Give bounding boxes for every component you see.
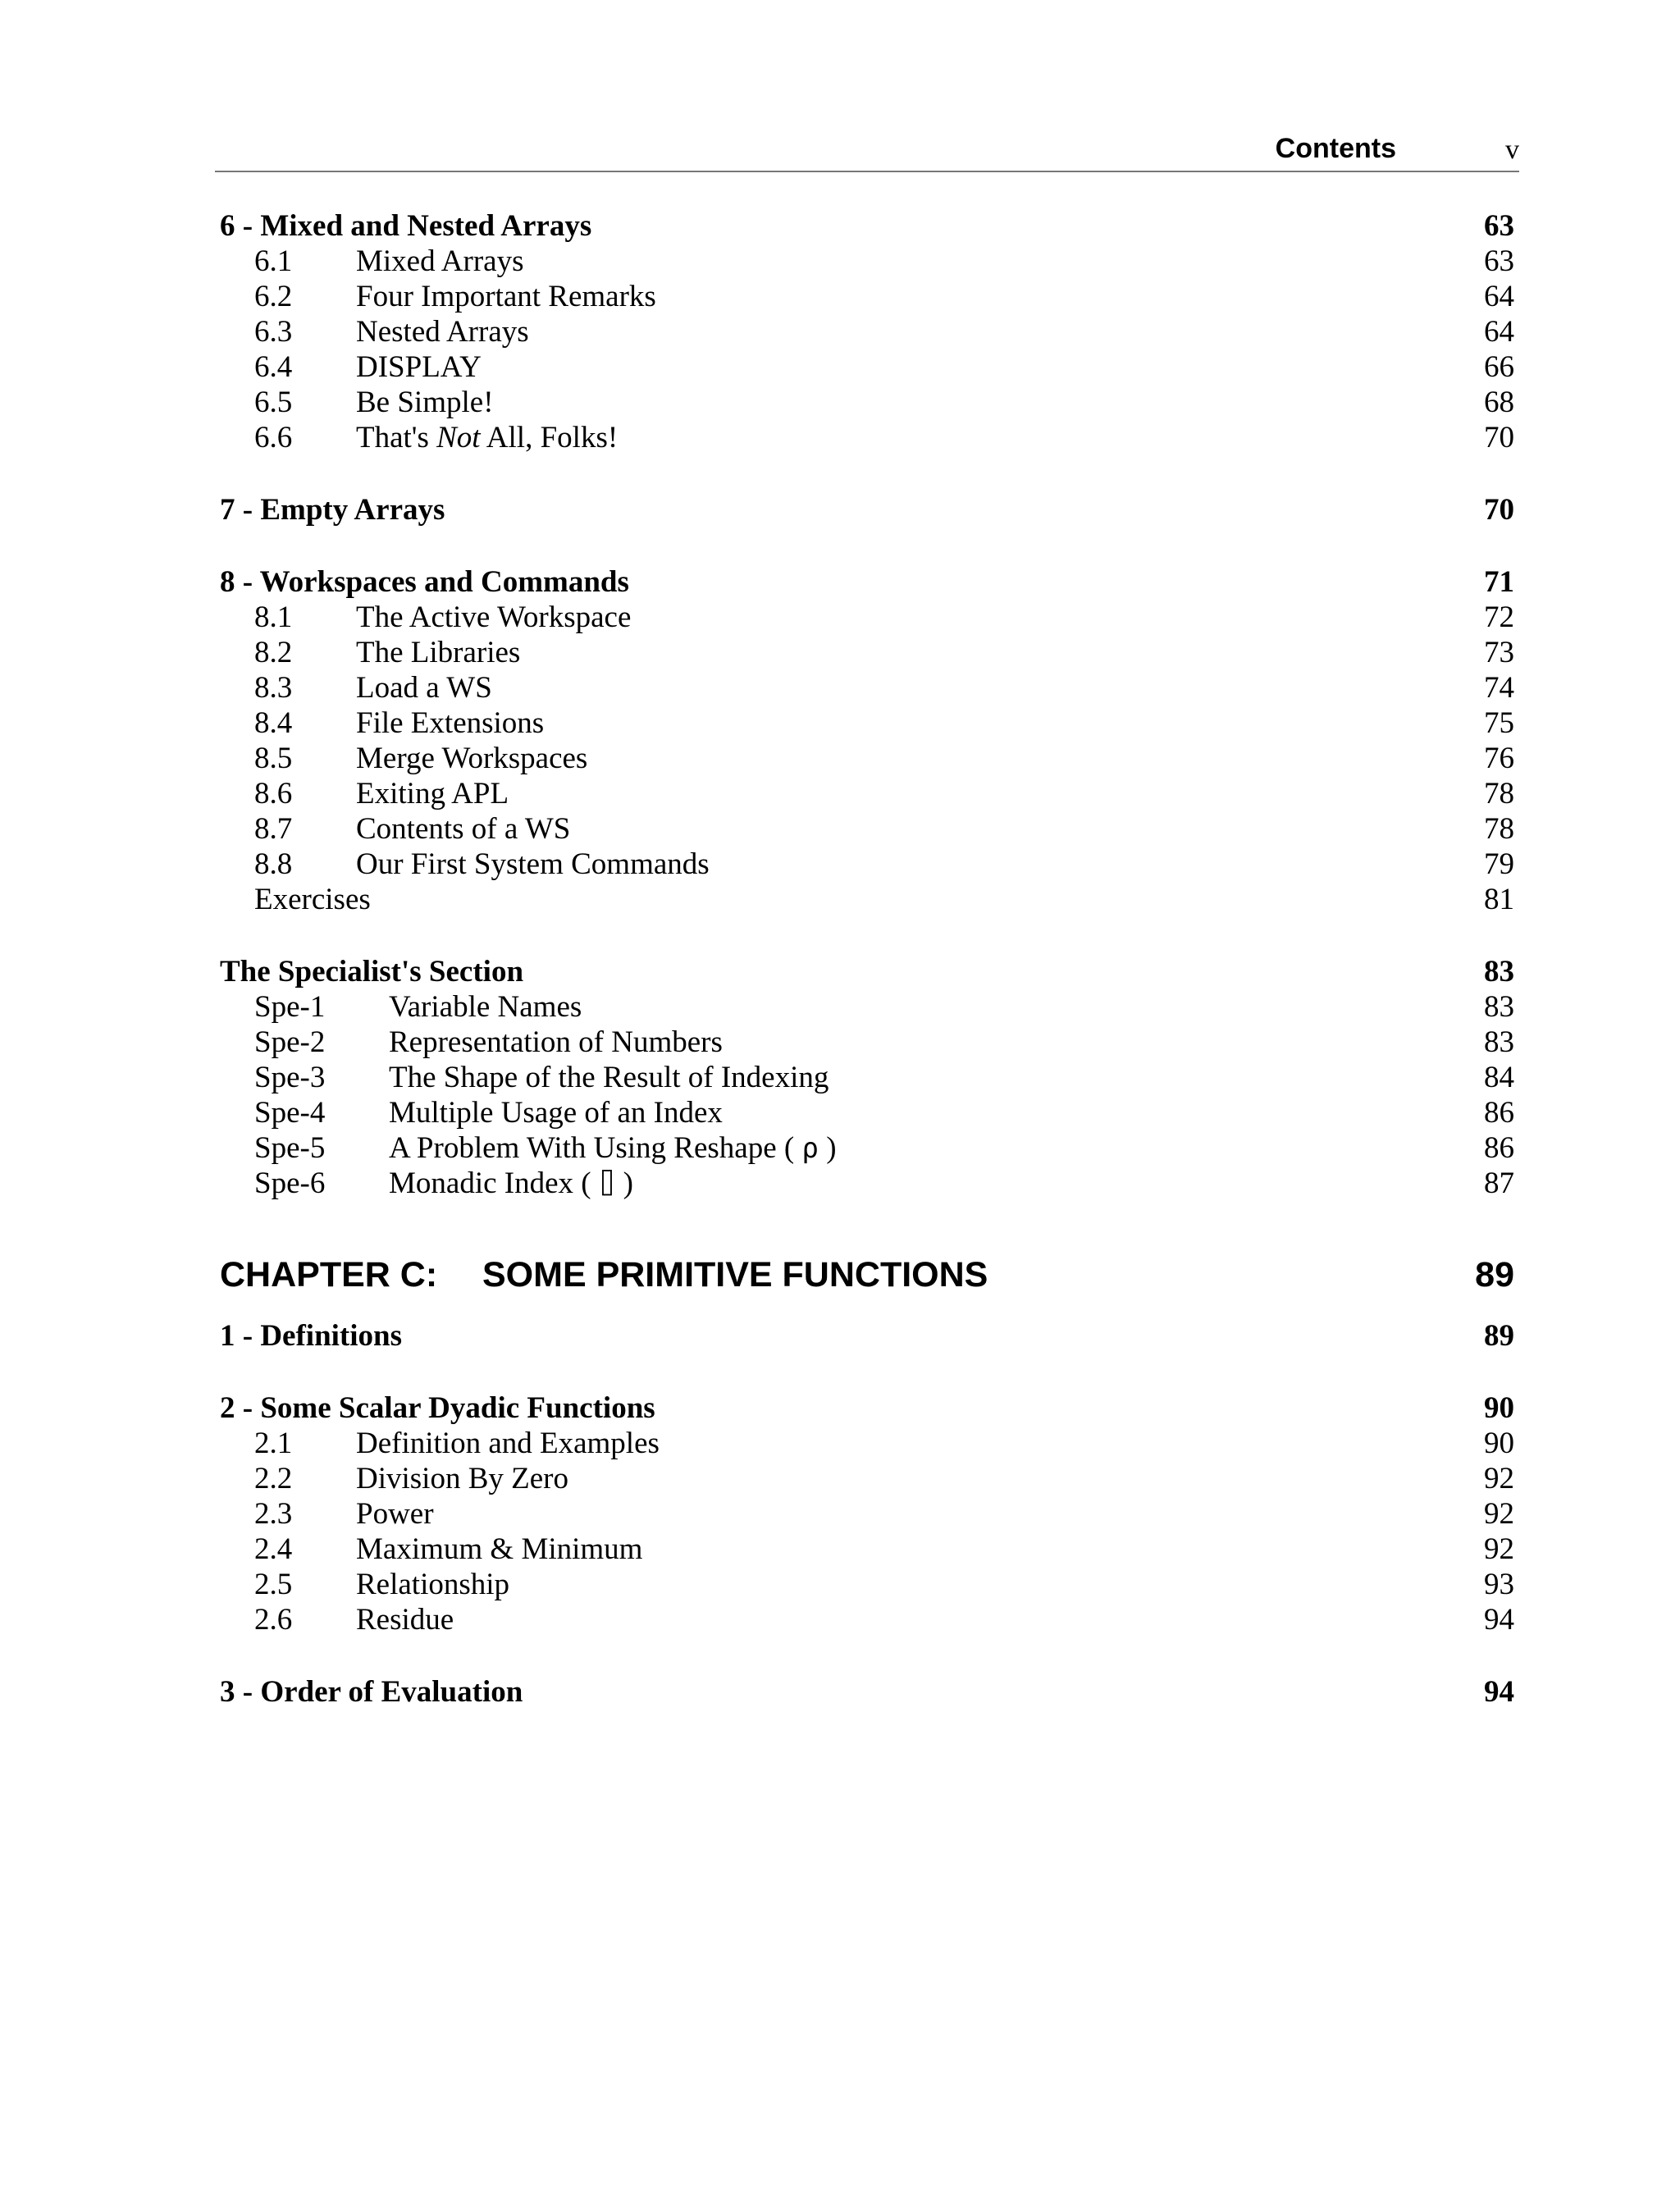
toc-item-title: Merge Workspaces (356, 742, 588, 775)
toc-item-6-5[interactable] (220, 385, 1514, 420)
toc-page-number: 90 (1484, 1391, 1514, 1425)
toc-item-2-2[interactable] (220, 1461, 1514, 1496)
toc-item-title: The Shape of the Result of Indexing (389, 1061, 829, 1094)
toc-item-title: Exiting APL (356, 777, 509, 810)
toc-item-title: Contents of a WS (356, 812, 571, 846)
toc-item-title: Exercises (254, 883, 371, 916)
toc-item-8-3[interactable] (220, 670, 1514, 705)
toc-page-number: 83 (1484, 990, 1514, 1024)
toc-item-title (389, 1130, 837, 1167)
toc-item-8-5[interactable] (220, 741, 1514, 776)
toc-section-6[interactable] (220, 208, 1514, 244)
toc-page-number: 72 (1484, 600, 1514, 634)
toc-item-spe-5[interactable] (220, 1130, 1514, 1166)
toc-item-title: Load a WS (356, 671, 492, 705)
toc-item-number: 2.4 (254, 1532, 293, 1566)
toc-page-number: 90 (1484, 1427, 1514, 1460)
toc-item-number: 8.8 (254, 847, 293, 881)
toc-item-title: The Active Workspace (356, 600, 632, 634)
spacer (220, 1312, 1514, 1318)
toc-page-number: 75 (1484, 706, 1514, 740)
toc-item-title: Maximum & Minimum (356, 1532, 643, 1566)
toc-item-6-6[interactable] (220, 420, 1514, 455)
toc-page-number: 64 (1484, 315, 1514, 349)
toc-page-number: 66 (1484, 350, 1514, 384)
toc-item-number: 8.7 (254, 812, 293, 846)
toc-item-number: Spe-2 (254, 1025, 326, 1059)
toc-section-title: 2 - Some Scalar Dyadic Functions (220, 1391, 655, 1425)
toc-item-2-6[interactable] (220, 1602, 1514, 1637)
toc-page-number: 73 (1484, 636, 1514, 669)
toc-item-number: 8.1 (254, 600, 293, 634)
toc-item-title: Nested Arrays (356, 315, 529, 349)
toc-page-number: 70 (1484, 493, 1514, 527)
toc-page-number: 87 (1484, 1167, 1514, 1200)
spacer (220, 1637, 1514, 1674)
toc-page-number: 92 (1484, 1497, 1514, 1531)
chapter-title: SOME PRIMITIVE FUNCTIONS (482, 1255, 988, 1294)
toc-item-title: Division By Zero (356, 1462, 568, 1495)
running-header-page-number: v (1505, 135, 1519, 165)
toc-item-number: 2.3 (254, 1497, 293, 1531)
toc-item-number: 2.6 (254, 1603, 293, 1637)
toc-page-number: 70 (1484, 421, 1514, 454)
toc-item-title: Multiple Usage of an Index (389, 1096, 723, 1130)
toc-page-number: 83 (1484, 955, 1514, 988)
toc-section-c2[interactable] (220, 1390, 1514, 1426)
spacer (220, 1201, 1514, 1238)
toc-item-6-4[interactable] (220, 349, 1514, 385)
toc-item-title: File Extensions (356, 706, 545, 740)
toc-item-title: Mixed Arrays (356, 244, 524, 278)
toc-page-number: 94 (1484, 1675, 1514, 1709)
toc-page-number: 63 (1484, 209, 1514, 243)
toc-item-number: 6.5 (254, 386, 293, 419)
toc-page-number: 84 (1484, 1061, 1514, 1094)
toc-item-title: Variable Names (389, 990, 582, 1024)
chapter-label: CHAPTER C: (220, 1255, 438, 1294)
toc-page-number: 71 (1484, 565, 1514, 599)
toc-item-title-start: Monadic Index ( (389, 1167, 599, 1200)
toc-item-number: 6.1 (254, 244, 293, 278)
toc-item-6-3[interactable] (220, 314, 1514, 349)
toc-item-title-start: That's (356, 421, 437, 454)
toc-page-number: 83 (1484, 1025, 1514, 1059)
toc-item-spe-3[interactable] (220, 1060, 1514, 1095)
toc-page-number: 93 (1484, 1568, 1514, 1601)
toc-item-title-end: All, Folks! (480, 421, 619, 454)
toc-item-number: Spe-3 (254, 1061, 326, 1094)
toc-page-number: 94 (1484, 1603, 1514, 1637)
spacer (220, 527, 1514, 564)
toc-item-number: 8.5 (254, 742, 293, 775)
toc-item-number: 2.2 (254, 1462, 293, 1495)
toc-page-number: 74 (1484, 671, 1514, 705)
toc-item-title-emphasis: Not (436, 421, 481, 454)
toc-section-title: 8 - Workspaces and Commands (220, 565, 629, 599)
toc-item-8-1[interactable] (220, 600, 1514, 635)
toc-section-title: 1 - Definitions (220, 1319, 402, 1353)
toc-page-number: 86 (1484, 1131, 1514, 1165)
toc-section-c1[interactable] (220, 1318, 1514, 1354)
toc-section-title: 6 - Mixed and Nested Arrays (220, 209, 592, 243)
toc-chapter-c[interactable] (220, 1238, 1514, 1312)
toc-item-spe-4[interactable] (220, 1095, 1514, 1130)
toc-page-number: 92 (1484, 1462, 1514, 1495)
toc-item-spe-1[interactable] (220, 989, 1514, 1025)
toc-item-number: 6.3 (254, 315, 293, 349)
toc-item-title (356, 420, 618, 455)
toc-page-number: 68 (1484, 386, 1514, 419)
toc-section-title: 7 - Empty Arrays (220, 493, 445, 527)
toc-item-2-5[interactable] (220, 1567, 1514, 1602)
toc-item-8-7[interactable] (220, 811, 1514, 847)
toc-item-8-2[interactable] (220, 635, 1514, 670)
toc-section-title: The Specialist's Section (220, 955, 524, 988)
toc-item-2-1[interactable] (220, 1426, 1514, 1461)
toc-item-6-1[interactable] (220, 244, 1514, 279)
toc-item-2-3[interactable] (220, 1496, 1514, 1532)
toc-item-number: 6.6 (254, 421, 293, 454)
toc-page-number: 78 (1484, 812, 1514, 846)
page-header (215, 131, 1519, 172)
toc-item-number: 6.4 (254, 350, 293, 384)
toc-page-number: 79 (1484, 847, 1514, 881)
spacer (220, 1354, 1514, 1390)
toc-item-8-6[interactable] (220, 776, 1514, 811)
toc-page-number: 86 (1484, 1096, 1514, 1130)
toc-item-title: Our First System Commands (356, 847, 710, 881)
toc-item-title: DISPLAY (356, 350, 482, 384)
toc-page-number: 78 (1484, 777, 1514, 810)
toc-item-number: 8.6 (254, 777, 293, 810)
toc-item-number: 6.2 (254, 280, 293, 313)
toc-item-8-8[interactable] (220, 847, 1514, 882)
toc-item-title (389, 1166, 633, 1202)
toc-page-number: 81 (1484, 883, 1514, 916)
toc-item-6-2[interactable] (220, 279, 1514, 314)
toc-item-title-end: ) (615, 1167, 633, 1200)
toc-item-title-start: A Problem With Using Reshape ( (389, 1131, 802, 1165)
toc-item-number: 2.5 (254, 1568, 293, 1601)
toc-item-exercises[interactable] (220, 882, 1514, 917)
toc-section-c3[interactable] (220, 1674, 1514, 1710)
toc-item-number: Spe-5 (254, 1131, 326, 1165)
toc-item-title: Power (356, 1497, 434, 1531)
toc-page-number: 89 (1475, 1255, 1514, 1294)
toc-page-number: 64 (1484, 280, 1514, 313)
toc-page-number: 89 (1484, 1319, 1514, 1353)
toc-item-title: The Libraries (356, 636, 521, 669)
toc-item-number: 8.2 (254, 636, 293, 669)
toc-item-title: Four Important Remarks (356, 280, 656, 313)
toc-item-number: 8.4 (254, 706, 293, 740)
toc-item-title: Representation of Numbers (389, 1025, 723, 1059)
toc-item-number: 2.1 (254, 1427, 293, 1460)
toc-item-title: Be Simple! (356, 386, 494, 419)
spacer (220, 917, 1514, 954)
toc-item-spe-2[interactable] (220, 1025, 1514, 1060)
running-header-title: Contents (1275, 133, 1396, 164)
toc-page-number: 76 (1484, 742, 1514, 775)
spacer (220, 455, 1514, 492)
toc-page-number: 92 (1484, 1532, 1514, 1566)
reshape-rho-symbol: ⍴ (801, 1132, 819, 1165)
toc-section-8[interactable] (220, 564, 1514, 600)
toc-item-8-4[interactable] (220, 705, 1514, 741)
squad-index-symbol: ⌷ (598, 1167, 616, 1200)
toc-item-title: Definition and Examples (356, 1427, 660, 1460)
toc-item-number: Spe-1 (254, 990, 326, 1024)
toc-item-title: Residue (356, 1603, 454, 1637)
toc-item-number: Spe-4 (254, 1096, 326, 1130)
toc-item-number: 8.3 (254, 671, 293, 705)
toc-section-specialist[interactable] (220, 954, 1514, 989)
toc-item-title-end: ) (818, 1131, 837, 1165)
table-of-contents (220, 208, 1514, 1710)
toc-section-title: 3 - Order of Evaluation (220, 1675, 523, 1709)
toc-section-7[interactable] (220, 492, 1514, 527)
toc-item-spe-6[interactable] (220, 1166, 1514, 1201)
toc-item-title: Relationship (356, 1568, 510, 1601)
toc-item-2-4[interactable] (220, 1532, 1514, 1567)
toc-item-number: Spe-6 (254, 1167, 326, 1200)
toc-page-number: 63 (1484, 244, 1514, 278)
